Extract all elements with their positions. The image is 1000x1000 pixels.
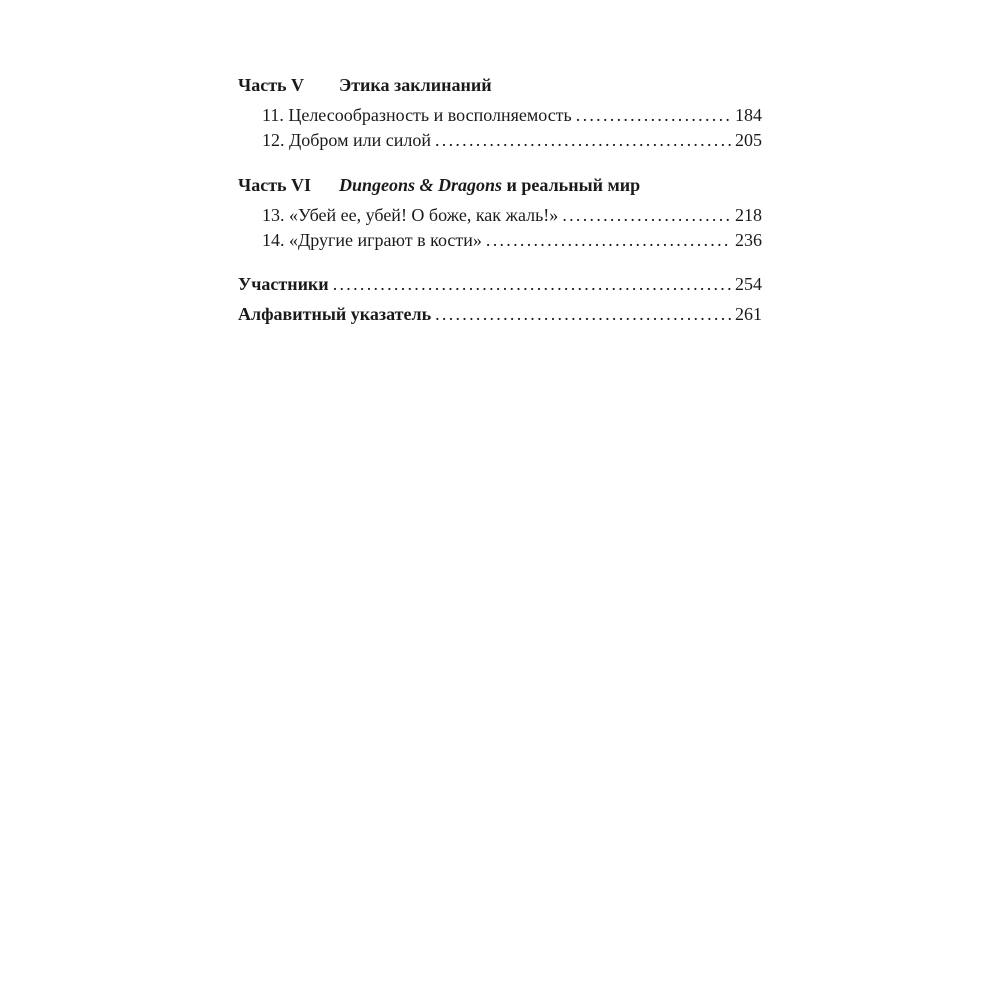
toc-entry[interactable] xyxy=(262,206,762,228)
dot-leader xyxy=(562,206,731,224)
page-number: 254 xyxy=(735,274,762,294)
toc-entry-index[interactable] xyxy=(238,305,762,327)
entry-title: 14. «Другие играют в кости» xyxy=(262,230,482,250)
dot-leader xyxy=(435,131,731,149)
toc-entry[interactable] xyxy=(262,131,762,153)
toc-entry[interactable] xyxy=(262,231,762,253)
dot-leader xyxy=(435,305,731,323)
part-heading xyxy=(238,76,762,98)
entry-title: 12. Добром или силой xyxy=(262,130,431,150)
toc-entry[interactable] xyxy=(262,106,762,128)
entry-title: Участники xyxy=(238,274,329,294)
dot-leader xyxy=(576,106,731,124)
page-number: 205 xyxy=(735,130,762,150)
page-number: 236 xyxy=(735,230,762,250)
entry-title: 11. Целесообразность и восполняемость xyxy=(262,105,572,125)
page-number: 184 xyxy=(735,105,762,125)
page-number: 261 xyxy=(735,304,762,324)
part-number: Часть VI xyxy=(238,175,312,195)
part-number: Часть V xyxy=(238,75,305,95)
dot-leader xyxy=(486,231,731,249)
part-heading xyxy=(238,176,762,198)
entry-title: 13. «Убей ее, убей! О боже, как жаль!» xyxy=(262,205,559,225)
part-title-italic: Dungeons & Dragons xyxy=(339,175,503,195)
dot-leader xyxy=(333,275,731,293)
toc-entry-contributors[interactable] xyxy=(238,275,762,297)
entry-title: Алфавитный указатель xyxy=(238,304,432,324)
part-title xyxy=(339,176,640,194)
part-title-rest: и реальный мир xyxy=(506,175,641,195)
page-number: 218 xyxy=(735,205,762,225)
part-title: Этика заклинаний xyxy=(339,75,492,95)
